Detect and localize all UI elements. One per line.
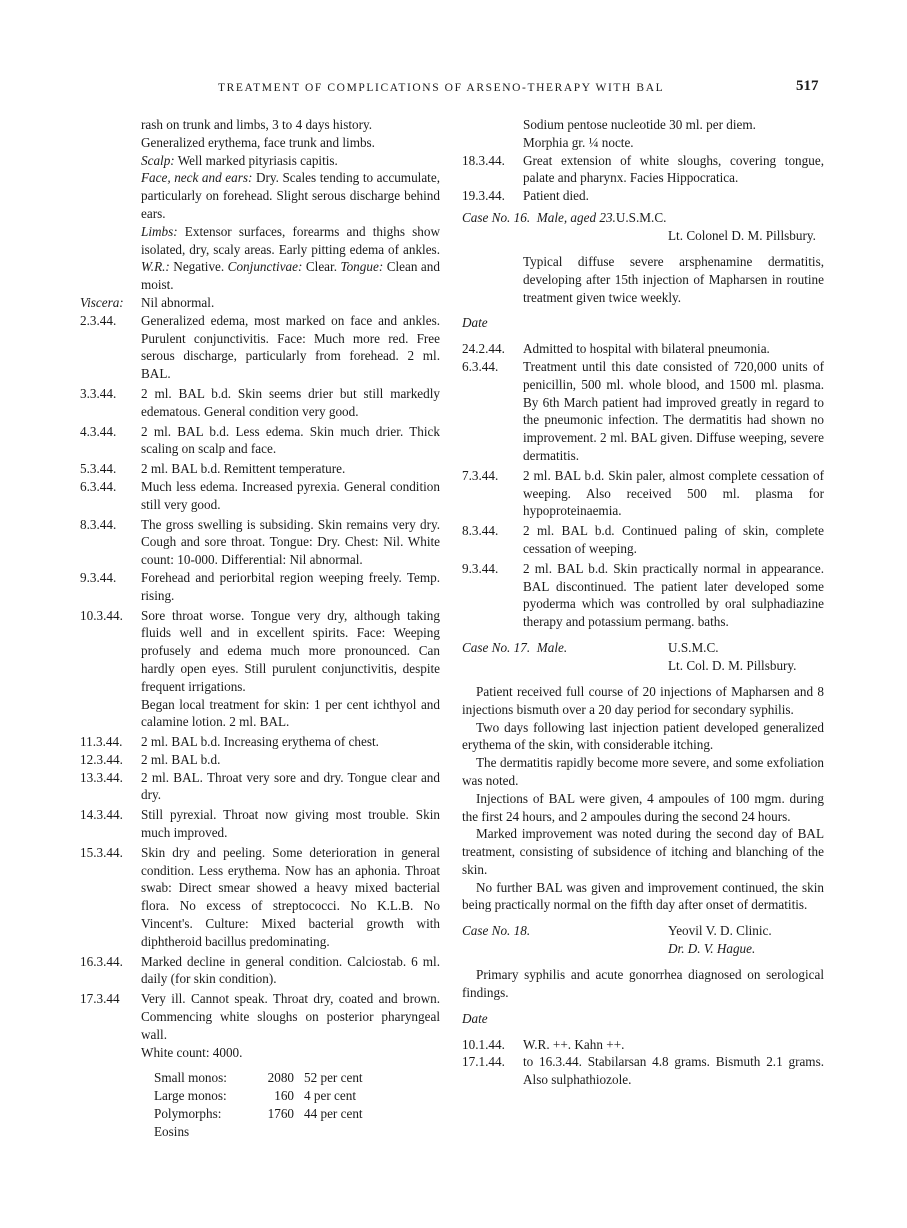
entry-text: Still pyrexial. Throat now giving most trouble. Skin much improved. <box>141 807 440 841</box>
entry-text: 2 ml. BAL b.d. Increasing erythema of chest. <box>141 734 379 750</box>
entry-14-3-44 <box>80 806 440 842</box>
case-17-paragraph: The dermatitis rapidly become more severe, and some exfoliation was noted. <box>462 755 824 788</box>
entry-6-3-44 <box>80 478 440 514</box>
limbs-label: Limbs: <box>141 223 178 239</box>
entry-date: 19.3.44. <box>462 188 505 204</box>
entry-text: 2 ml. BAL b.d. Skin practically normal in appearance. BAL discontinued. The patient later developed some pyoderma which was controlled by oral sulphadiazine therapy and potassium permang. baths. <box>523 560 824 630</box>
entry-text: 2 ml. BAL b.d. Skin paler, almost complete cessation of weeping. Also received 500 ml. plasma for hypoproteinaemia. <box>523 467 824 519</box>
entry-10-3-44 <box>80 607 440 696</box>
case-desc: Male, aged 23. <box>536 209 616 225</box>
local-treatment-note: Began local treatment for skin: 1 per cent ichthyol and calamine lotion. 2 ml. BAL. <box>141 696 440 730</box>
entry-16-3-44 <box>80 953 440 989</box>
continued-treatment-1: Sodium pentose nucleotide 30 ml. per diem. <box>523 117 756 132</box>
differential-count-table <box>80 1069 440 1140</box>
entry-text: Skin dry and peeling. Some deterioration in general condition. Less erythema. Now has an aphonia. Throat swab: Direct smear showed a heavy mixed bacterial flora. No excess of streptococci. No K.L.B. No Vincent's. Culture: Mixed bacterial growth with diphtheroid bacillus predominating. <box>141 844 440 949</box>
case-17-paragraph: No further BAL was given and improvement continued, the skin being practically normal on the fifth day after onset of dermatitis. <box>462 879 824 913</box>
entry-date: 8.3.44. <box>462 523 499 539</box>
entry-text: 2 ml. BAL b.d. Remittent temperature. <box>141 461 346 477</box>
right-column <box>462 116 824 1089</box>
entry-12-3-44 <box>80 751 440 769</box>
continued-treatment-2: Morphia gr. ¼ nocte. <box>523 134 634 150</box>
page-number: 517 <box>796 78 819 94</box>
case-desc: Male. <box>536 639 568 655</box>
scalp-text: Well marked pityriasis capitis. <box>174 152 338 168</box>
white-count: White count: 4000. <box>141 1044 243 1060</box>
entry-text: Forehead and periorbital region weeping freely. Temp. rising. <box>141 569 440 603</box>
case-17-paragraph: Patient received full course of 20 injections of Mapharsen and 8 injections bismuth over a 20 day period for secondary syphilis. <box>462 683 824 717</box>
entry-date: 9.3.44. <box>462 560 499 576</box>
entry-text: Great extension of white sloughs, covering tongue, palate and pharynx. Facies Hippocratica. <box>523 152 824 186</box>
entry-text: 2 ml. BAL b.d. Continued paling of skin, complete cessation of weeping. <box>523 523 824 556</box>
case-17-paragraph: Marked improvement was noted during the second day of BAL treatment, consisting of subsidence of itching and blanching of the skin. <box>462 826 824 877</box>
entry-text: Very ill. Cannot speak. Throat dry, coated and brown. Commencing white sloughs on posterior pharyngeal wall. <box>141 991 440 1042</box>
running-title: TREATMENT OF COMPLICATIONS OF ARSENO-THERAPY WITH BAL <box>218 82 665 94</box>
entry-11-3-44 <box>80 733 440 751</box>
entry-text: W.R. ++. Kahn ++. <box>523 1036 625 1052</box>
case-org: U.S.M.C. <box>668 639 719 655</box>
case-17-paragraph: Injections of BAL were given, 4 ampoules of 100 mgm. during the first 24 hours, and 2 ampoules during the second 24 hours. <box>462 790 824 824</box>
case-18-summary: Primary syphilis and acute gonorrhea diagnosed on serological findings. <box>462 967 824 1001</box>
conj-text: Clear. <box>302 259 341 275</box>
case-17-heading <box>462 639 824 657</box>
case-doctor: Lt. Colonel D. M. Pillsbury. <box>668 227 816 243</box>
entry-date: 13.3.44. <box>80 769 123 785</box>
entry-date: 8.3.44. <box>80 516 117 532</box>
entry-9-3-44 <box>80 569 440 605</box>
running-header <box>0 78 907 102</box>
case-org: Yeovil V. D. Clinic. <box>668 923 772 939</box>
entry-17-3-44 <box>80 990 440 1043</box>
case-18-doctor-line <box>462 940 824 958</box>
entry-date: 7.3.44. <box>462 467 499 483</box>
scalp-label: Scalp: <box>141 152 175 168</box>
case-16-doctor-line <box>462 227 824 245</box>
case-16-date-heading: Date <box>462 315 488 331</box>
table-row: Polymorphs: 1760 44 per cent <box>154 1106 363 1122</box>
case-17-paragraph: Two days following last injection patient developed generalized erythema of the skin, with considerable itching. <box>462 719 824 753</box>
entry-6-3-44-c16 <box>462 358 824 465</box>
entry-2-3-44 <box>80 312 440 383</box>
entry-9-3-44-c16 <box>462 560 824 631</box>
entry-date: 9.3.44. <box>80 569 117 585</box>
case-17-doctor-line <box>462 657 824 675</box>
entry-date: 11.3.44. <box>80 734 123 750</box>
entry-date: 24.2.44. <box>462 341 505 357</box>
face-label: Face, neck and ears: <box>141 170 253 186</box>
case-label: Case No. 18. <box>462 923 531 939</box>
entry-18-3-44 <box>462 152 824 188</box>
scalp-note <box>80 152 440 170</box>
entry-4-3-44 <box>80 423 440 459</box>
entry-13-3-44 <box>80 769 440 805</box>
entry-10-1-44 <box>462 1036 824 1054</box>
case-16-heading <box>462 209 824 227</box>
entry-date: 6.3.44. <box>80 478 117 494</box>
entry-text: 2 ml. BAL. Throat very sore and dry. Tongue clear and dry. <box>141 769 440 803</box>
entry-date: 3.3.44. <box>80 385 117 401</box>
entry-17-1-44 <box>462 1053 824 1089</box>
entry-19-3-44 <box>462 187 824 205</box>
table-row: Eosins <box>154 1123 190 1139</box>
entry-date: 15.3.44. <box>80 844 123 860</box>
case-label: Case No. 16. <box>462 209 531 225</box>
left-column <box>80 116 440 1141</box>
table-row: Small monos: 2080 52 per cent <box>154 1070 363 1086</box>
entry-text: Marked decline in general condition. Calciostab. 6 ml. daily (for skin condition). <box>141 953 440 987</box>
limbs-note <box>80 223 440 294</box>
entry-text: 2 ml. BAL b.d. <box>141 751 221 767</box>
face-text: Dry. Scales tending to accumulate, particularly on forehead. Slight serous discharge behind ears. <box>141 170 440 221</box>
viscera-text: Nil abnormal. <box>141 294 215 310</box>
wr-text: Negative. <box>169 259 228 275</box>
case-doctor: Lt. Col. D. M. Pillsbury. <box>668 657 797 673</box>
entry-date: 5.3.44. <box>80 461 117 477</box>
case-org: U.S.M.C. <box>615 209 667 225</box>
entry-8-3-44-c16 <box>462 522 824 558</box>
entry-3-3-44 <box>80 385 440 421</box>
entry-date: 17.1.44. <box>462 1054 505 1070</box>
entry-text: Admitted to hospital with bilateral pneumonia. <box>523 341 770 357</box>
entry-text: 2 ml. BAL b.d. Skin seems drier but still markedly edematous. General condition very good. <box>141 385 440 419</box>
entry-text: to 16.3.44. Stabilarsan 4.8 grams. Bismuth 2.1 grams. Also sulphathiozole. <box>523 1054 824 1088</box>
entry-5-3-44 <box>80 460 440 478</box>
case-18-date-heading: Date <box>462 1010 488 1026</box>
entry-date: 4.3.44. <box>80 423 117 439</box>
entry-date: 16.3.44. <box>80 953 123 969</box>
entry-text: Much less edema. Increased pyrexia. General condition still very good. <box>141 478 440 512</box>
entry-text: Sore throat worse. Tongue very dry, although taking fluids well and in excellent spirits. Face: Weeping profusely and edema much more pronounced. Can hardly open eyes. Still purulent conjunctivitis, despite frequent irrigations. <box>141 607 440 694</box>
entry-date: 14.3.44. <box>80 807 123 823</box>
entry-8-3-44 <box>80 516 440 569</box>
wr-label: W.R.: <box>141 259 170 275</box>
entry-text: The gross swelling is subsiding. Skin remains very dry. Cough and sore throat. Tongue: Dry. Chest: Nil. White count: 10-000. Differential: Nil abnormal. <box>141 516 440 568</box>
viscera-note <box>80 294 440 312</box>
case-18-heading <box>462 922 824 940</box>
tongue-text: Clean and moist. <box>141 259 440 293</box>
entry-date: 6.3.44. <box>462 358 499 374</box>
conj-label: Conjunctivae: <box>227 259 303 275</box>
case-doctor: Dr. D. V. Hague. <box>668 941 756 957</box>
table-row: Large monos: 160 4 per cent <box>154 1088 356 1104</box>
intro-line-1: rash on trunk and limbs, 3 to 4 days history. <box>141 117 373 132</box>
entry-text: Patient died. <box>523 188 589 204</box>
entry-date: 17.3.44 <box>80 991 120 1007</box>
entry-date: 2.3.44. <box>80 312 117 328</box>
viscera-label: Viscera: <box>80 294 124 310</box>
entry-date: 12.3.44. <box>80 751 123 767</box>
limbs-text: Extensor surfaces, forearms and thighs show isolated, dry, scaly areas. Early pitting edema of ankles. <box>141 223 440 257</box>
entry-24-2-44 <box>462 340 824 358</box>
case-label: Case No. 17. <box>462 639 531 655</box>
entry-date: 18.3.44. <box>462 152 505 168</box>
entry-7-3-44-c16 <box>462 467 824 520</box>
case-16-summary: Typical diffuse severe arsphenamine dermatitis, developing after 15th injection of Mapharsen in routine treatment given twice weekly. <box>523 253 824 305</box>
entry-date: 10.1.44. <box>462 1036 505 1052</box>
intro-line-2: Generalized erythema, face trunk and limbs. <box>141 134 375 150</box>
tongue-label: Tongue: <box>340 259 384 275</box>
entry-15-3-44 <box>80 844 440 951</box>
entry-text: Treatment until this date consisted of 720,000 units of penicillin, 500 ml. whole blood, and 1500 ml. plasma. By 6th March patient had improved greatly in regard to the pneumonic infection. The dermatitis had shown no improvement. 2 ml. BAL given. Diffuse weeping, severe dermatitis. <box>523 358 824 463</box>
face-note <box>80 169 440 222</box>
entry-date: 10.3.44. <box>80 607 123 623</box>
entry-text: 2 ml. BAL b.d. Less edema. Skin much drier. Thick scaling on scalp and face. <box>141 423 440 457</box>
entry-text: Generalized edema, most marked on face and ankles. Purulent conjunctivitis. Face: Much more red. Free serous discharge, particularly from forehead. 2 ml. BAL. <box>141 312 440 382</box>
